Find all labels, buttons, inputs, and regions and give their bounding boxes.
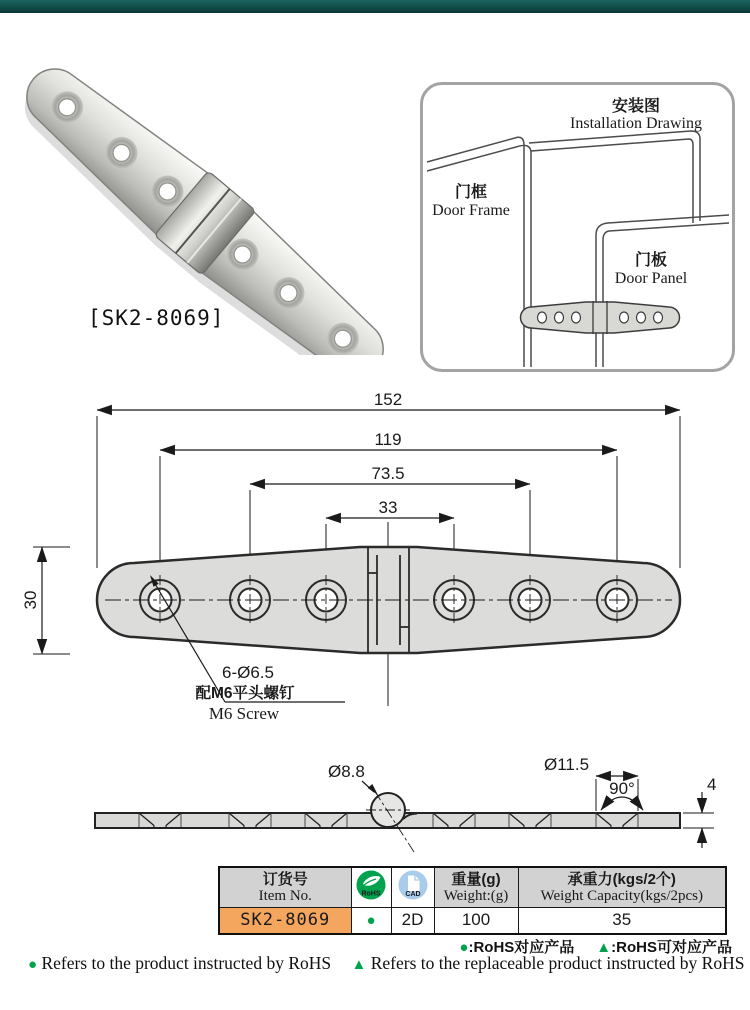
door-frame-label-en: Door Frame: [432, 202, 510, 219]
col-header-capacity: 承重力(kgs/2个) Weight Capacity(kgs/2pcs): [518, 867, 726, 907]
cad-icon: [397, 869, 429, 901]
svg-text:RoHS: RoHS: [361, 890, 381, 898]
rohs-status-dot: ●: [351, 907, 391, 934]
rohs-legend: ●:RoHS对应产品 ▲:RoHS可对应产品: [459, 939, 732, 956]
weight-cell: 100: [434, 907, 518, 934]
door-panel-label-en: Door Panel: [614, 270, 688, 287]
legend-triangle-icon: ▲: [596, 939, 612, 956]
spec-table: [218, 866, 727, 935]
countersink-angle-text: 90°: [609, 779, 635, 798]
product-code-label: [SK2-8069]: [88, 306, 225, 330]
svg-text:CAD: CAD: [404, 890, 421, 898]
footer-triangle-icon: ▲: [351, 956, 367, 973]
table-row: [219, 907, 726, 934]
technical-drawing: [0, 380, 750, 862]
hole-spec-text: 6-Ø6.5: [222, 663, 274, 682]
col-header-item: 订货号 Item No.: [219, 867, 351, 907]
dim-holes-inner: 33: [378, 498, 398, 517]
screw-note-en: M6 Screw: [208, 704, 280, 723]
top-accent-bar: [0, 0, 750, 13]
countersink-dia-text: Ø11.5: [544, 755, 590, 774]
footer-dot-icon: ●: [28, 956, 38, 973]
screw-note-zh: 配M6平头螺钉: [195, 685, 295, 702]
cad-cell: 2D: [391, 907, 434, 934]
col-header-rohs: [351, 867, 391, 907]
col-header-cad: [391, 867, 434, 907]
installation-title-zh: 安装图: [611, 98, 661, 115]
dim-length: 152: [373, 390, 403, 409]
side-view: [95, 790, 680, 852]
dim-holes-mid: 73.5: [371, 464, 405, 483]
item-no-cell: SK2-8069: [219, 907, 351, 934]
door-panel-label-zh: 门板: [634, 252, 668, 269]
dim-width: 30: [21, 590, 40, 610]
installation-title-en: Installation Drawing: [570, 115, 702, 132]
col-header-weight: 重量(g) Weight:(g): [434, 867, 518, 907]
rohs-icon: [355, 869, 387, 901]
installed-hinge: [521, 301, 680, 334]
dim-holes-outer: 119: [374, 430, 402, 449]
legend-dot-icon: ●: [459, 939, 469, 956]
knuckle-dia-text: Ø8.8: [328, 762, 365, 781]
door-frame-label-zh: 门框: [454, 184, 488, 201]
plan-view: [97, 547, 680, 653]
installation-drawing-panel: [420, 82, 735, 372]
door-panel-lines: [596, 215, 729, 367]
footer-note: ● Refers to the product instructed by RoHS ▲ Refers to the replaceable product instructed by RoHS: [28, 953, 745, 973]
capacity-cell: 35: [518, 907, 726, 934]
thickness-text: 4: [707, 775, 717, 794]
